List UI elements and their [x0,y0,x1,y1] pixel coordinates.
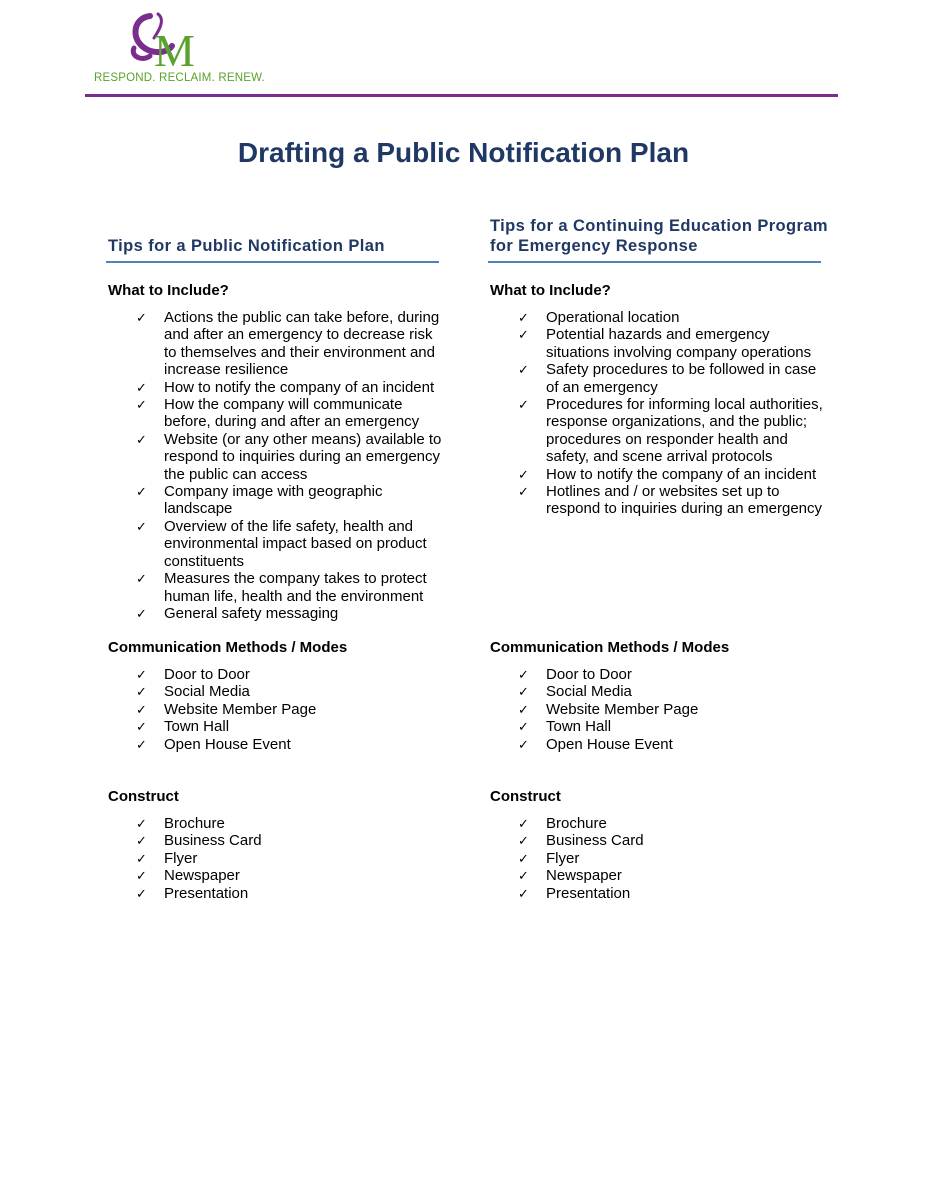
checklist-item [108,832,448,849]
checklist-item-text: Business Card [164,832,262,850]
right-methods-label: Communication Methods / Modes [490,639,730,656]
checklist-item-text: Actions the public can take before, during and after an emergency to decrease risk to themselves and their environment and increase resilience [164,309,440,379]
checklist-item [490,666,830,683]
checkmark-icon: ✓ [136,667,147,682]
checkmark-icon: ✓ [518,327,529,343]
checkmark-icon: ✓ [518,701,529,717]
checkmark-icon: ✓ [518,310,529,325]
checklist-item-text: Company image with geographic landscape [164,483,383,518]
left-heading-block [108,210,448,262]
checklist-item-text: Social Media [546,683,632,701]
checklist-item-text: Newspaper [164,867,240,885]
checklist-item-text: Flyer [164,849,198,867]
checklist-item [490,832,830,849]
checkmark-icon: ✓ [136,736,147,752]
checkmark-icon: ✓ [136,518,147,534]
checklist-item-text: Town Hall [546,718,612,736]
checklist-item [490,309,830,326]
right-construct-list [490,815,830,902]
checkmark-icon: ✓ [136,571,147,587]
checklist-item [108,867,448,884]
left-include-label: What to Include? [108,282,229,299]
checkmark-icon: ✓ [518,719,529,735]
checkmark-icon: ✓ [136,719,147,735]
checkmark-icon: ✓ [518,684,529,700]
checklist-item [108,518,448,570]
checklist-item [108,605,448,622]
checklist-item [490,718,830,735]
checklist-item [490,326,830,361]
left-include-list [108,309,448,622]
checklist-item [490,867,830,884]
checklist-item [108,379,448,396]
checklist-item-text: Hotlines and / or websites set up to respond to inquiries during an emergency [546,483,822,518]
checkmark-icon: ✓ [136,431,147,447]
checkmark-icon: ✓ [136,885,147,901]
checkmark-icon: ✓ [136,868,147,884]
checklist-item-text: Safety procedures to be followed in case of an emergency [546,361,817,396]
checklist-item-text: Door to Door [164,666,250,683]
checklist-item [490,396,830,466]
checklist-item [108,666,448,683]
checklist-item [108,309,448,379]
right-heading-block [490,210,830,262]
checklist-item-text: Social Media [164,683,250,701]
checklist-item-text: Open House Event [546,735,673,753]
checklist-item-text: Website Member Page [546,700,699,718]
logo-mark-icon [128,12,208,74]
checklist-item-text: Website (or any other means) available to respond to inquiries during an emergency the public can access [164,430,442,483]
checkmark-icon: ✓ [136,379,147,395]
checklist-item [490,683,830,700]
checkmark-icon: ✓ [136,701,147,717]
checklist-item-text: Brochure [164,815,225,832]
page-title: Drafting a Public Notification Plan [237,137,690,168]
checkmark-icon: ✓ [136,397,147,413]
checklist-item [490,701,830,718]
company-logo [88,12,265,88]
right-construct-label: Construct [490,788,561,805]
checklist-item-text: Presentation [546,884,631,902]
checklist-item-text: How to notify the company of an incident [546,465,817,483]
checklist-item [490,466,830,483]
checklist-item-text: Website Member Page [164,700,317,718]
logo-tagline: RESPOND. RECLAIM. RENEW. [94,72,265,84]
header-divider [85,94,838,97]
checklist-item [108,683,448,700]
checklist-item-text: Door to Door [546,666,632,683]
checklist-item [108,815,448,832]
checklist-item [108,483,448,518]
checklist-item [490,736,830,753]
checklist-item-text: Flyer [546,849,580,867]
checkmark-icon: ✓ [136,816,147,831]
checklist-item [108,570,448,605]
checklist-item-text: Potential hazards and emergency situations involving company operations [546,326,812,361]
left-methods-list [108,666,448,753]
checklist-item [490,815,830,832]
checklist-item-text: How to notify the company of an incident [164,378,435,396]
checklist-item [108,885,448,902]
checkmark-icon: ✓ [518,362,529,378]
right-include-list [490,309,830,518]
checklist-item-text: Brochure [546,815,607,832]
checkmark-icon: ✓ [136,484,147,500]
right-heading-rule [488,261,821,263]
checkmark-icon: ✓ [136,833,147,849]
checklist-item [108,396,448,431]
checkmark-icon: ✓ [518,736,529,752]
checklist-item-text: Procedures for informing local authorities, response organizations, and the public; procedures on responder health and safety, and scene arrival protocols [546,396,823,466]
left-construct-list [108,815,448,902]
checklist-item [490,361,830,396]
checkmark-icon: ✓ [136,310,147,325]
right-column [490,210,830,902]
checkmark-icon: ✓ [518,466,529,482]
checkmark-icon: ✓ [136,684,147,700]
checkmark-icon: ✓ [518,833,529,849]
checklist-item-text: General safety messaging [164,604,339,622]
checklist-item [108,701,448,718]
checklist-item [490,885,830,902]
left-methods-label: Communication Methods / Modes [108,639,348,656]
checklist-item-text: Business Card [546,832,644,850]
checklist-item-text: How the company will communicate before, during and after an emergency [164,396,420,431]
checklist-item-text: Presentation [164,884,249,902]
checklist-item-text: Overview of the life safety, health and environmental impact based on product constituents [164,517,427,570]
svg-text:M: M [154,25,195,74]
checklist-item [108,850,448,867]
left-heading-rule [106,261,439,263]
checklist-item [108,736,448,753]
checkmark-icon: ✓ [518,850,529,866]
left-column [108,210,448,902]
checklist-item [108,431,448,483]
checklist-item [490,850,830,867]
right-include-label: What to Include? [490,282,611,299]
checkmark-icon: ✓ [136,850,147,866]
checklist-item-text: Open House Event [164,735,291,753]
right-methods-list [490,666,830,753]
checkmark-icon: ✓ [518,397,529,413]
checkmark-icon: ✓ [518,484,529,500]
checkmark-icon: ✓ [518,885,529,901]
left-construct-label: Construct [108,788,179,805]
checklist-item-text: Operational location [546,309,680,326]
checkmark-icon: ✓ [136,605,147,621]
checklist-item-text: Newspaper [546,867,622,885]
left-column-heading: Tips for a Public Notification Plan [108,237,385,255]
checkmark-icon: ✓ [518,868,529,884]
checklist-item [490,483,830,518]
checkmark-icon: ✓ [518,816,529,831]
checklist-item-text: Town Hall [164,718,230,736]
checklist-item [108,718,448,735]
checkmark-icon: ✓ [518,667,529,682]
right-column-heading: Tips for a Continuing Education Program for Emergency Response [490,217,828,255]
checklist-item-text: Measures the company takes to protect human life, health and the environment [164,570,427,605]
